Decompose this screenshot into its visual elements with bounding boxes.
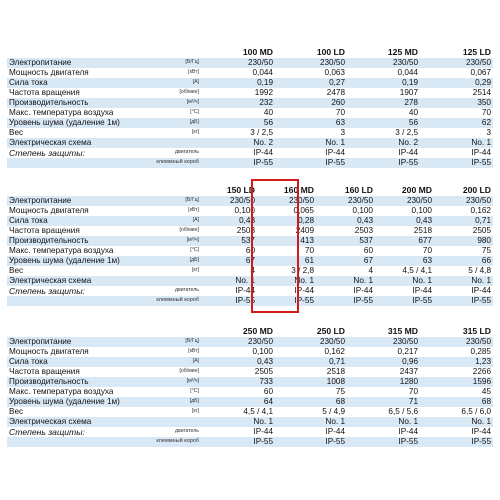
cell-value: 3 / 2,5 xyxy=(395,128,418,137)
table-row xyxy=(7,226,493,236)
row-unit: [об/мин] xyxy=(179,89,199,96)
cell-value: 260 xyxy=(275,98,347,108)
row-unit: [кВт] xyxy=(188,69,199,76)
cell-value: IP-55 xyxy=(203,158,275,168)
row-label: Вес xyxy=(9,266,24,275)
cell-value: 2518 xyxy=(326,367,345,376)
cell-value: 0,044 xyxy=(397,68,418,77)
table-row xyxy=(7,337,493,347)
cell-value: 64 xyxy=(203,397,275,407)
row-label: Степень защиты: xyxy=(9,148,85,158)
row-label: Частота вращения xyxy=(9,226,80,235)
cell-value: 45 xyxy=(481,387,491,396)
cell-value: 677 xyxy=(375,236,434,246)
cell-value: 67 xyxy=(316,256,375,266)
cell-value: 5 / 4,9 xyxy=(322,407,345,416)
cell-value: 3 / 2,5 xyxy=(250,128,273,137)
row-label: Электропитание xyxy=(7,196,147,206)
cell-value: 3 xyxy=(340,128,345,137)
row-label: Электропитание xyxy=(7,58,147,68)
cell-value: 230/50 xyxy=(275,337,347,347)
cell-value: 40 xyxy=(263,108,273,117)
cell-value: 0,217 xyxy=(397,347,418,356)
table-row xyxy=(7,296,493,306)
cell-value: 0,27 xyxy=(275,78,347,88)
cell-value: 61 xyxy=(257,256,316,266)
cell-value: IP-44 xyxy=(471,286,491,295)
cell-value: 5 / 4,8 xyxy=(468,266,491,275)
cell-value: 0,067 xyxy=(470,68,491,77)
row-label: Производительность xyxy=(7,377,147,387)
cell-value: 230/50 xyxy=(203,337,275,347)
cell-value: 2503 xyxy=(354,226,373,235)
row-unit: [дБ] xyxy=(147,256,203,266)
row-label: Макс. температура воздуха xyxy=(9,387,114,396)
cell-value: 0,19 xyxy=(203,78,275,88)
cell-value: IP-44 xyxy=(398,427,418,436)
table-row xyxy=(7,118,493,128)
cell-value: IP-44 xyxy=(253,427,273,436)
table-row xyxy=(7,128,493,138)
table-row xyxy=(7,357,493,367)
row-label: Сила тока xyxy=(7,216,147,226)
row-unit: [об/мин] xyxy=(179,227,199,234)
cell-value: No. 1 xyxy=(257,276,316,286)
table-header-row xyxy=(7,325,493,337)
cell-value: 2503 xyxy=(236,226,255,235)
cell-value: 2437 xyxy=(399,367,418,376)
table-row xyxy=(7,98,493,108)
cell-value: 68 xyxy=(420,397,493,407)
table-row xyxy=(7,138,493,148)
row-label: Частота вращения xyxy=(9,88,80,97)
cell-value: 537 xyxy=(203,236,257,246)
table-row xyxy=(7,266,493,276)
cell-value: IP-55 xyxy=(275,158,347,168)
cell-value: 0,96 xyxy=(347,357,420,367)
row-unit: клеммный короб xyxy=(147,437,203,447)
cell-value: 4,5 / 4,1 xyxy=(402,266,432,275)
cell-value: No. 1 xyxy=(203,417,275,427)
row-unit: [м³/ч] xyxy=(147,377,203,387)
cell-value: No. 1 xyxy=(420,138,493,148)
cell-value: 2518 xyxy=(413,226,432,235)
row-label: Мощность двигателя xyxy=(9,68,89,77)
cell-value: IP-44 xyxy=(471,148,491,157)
row-label: Мощность двигателя xyxy=(9,206,89,215)
cell-value: 60 xyxy=(363,246,373,255)
row-unit: [A] xyxy=(147,357,203,367)
row-label: Макс. температура воздуха xyxy=(9,108,114,117)
row-unit: [°C] xyxy=(190,109,199,116)
row-unit: [°C] xyxy=(190,388,199,395)
cell-value: 230/50 xyxy=(275,58,347,68)
cell-value: IP-55 xyxy=(203,437,275,447)
column-header: 200 MD xyxy=(401,184,432,195)
cell-value: 0,285 xyxy=(470,347,491,356)
cell-value: No. 1 xyxy=(275,138,347,148)
cell-value: 68 xyxy=(275,397,347,407)
table-row xyxy=(7,387,493,397)
cell-value: 70 xyxy=(304,246,314,255)
row-unit: клеммный короб xyxy=(147,158,203,168)
cell-value: 2409 xyxy=(295,226,314,235)
row-label: Степень защиты: xyxy=(9,286,85,296)
cell-value: 230/50 xyxy=(203,58,275,68)
column-header: 100 LD xyxy=(316,46,345,57)
row-unit: [м³/ч] xyxy=(147,98,203,108)
cell-value: 2266 xyxy=(472,367,491,376)
cell-value: IP-55 xyxy=(347,437,420,447)
cell-value: 40 xyxy=(408,108,418,117)
cell-value: 75 xyxy=(481,246,491,255)
table-row xyxy=(7,158,493,168)
row-label: Мощность двигателя xyxy=(9,347,89,356)
table-row xyxy=(7,367,493,377)
cell-value: 0,43 xyxy=(375,216,434,226)
cell-value: 0,100 xyxy=(411,206,432,215)
row-unit: [кг] xyxy=(191,408,199,415)
cell-value: 230/50 xyxy=(434,196,493,206)
cell-value: IP-44 xyxy=(398,148,418,157)
cell-value: No. 1 xyxy=(203,276,257,286)
cell-value: 6,5 / 6,0 xyxy=(461,407,491,416)
row-label: Частота вращения xyxy=(9,367,80,376)
spec-table-3 xyxy=(7,325,493,447)
table-row xyxy=(7,68,493,78)
table-row xyxy=(7,417,493,427)
cell-value: 1008 xyxy=(275,377,347,387)
table-row xyxy=(7,108,493,118)
table-row xyxy=(7,276,493,286)
cell-value: 0,28 xyxy=(257,216,316,226)
cell-value: 62 xyxy=(420,118,493,128)
row-label: Вес xyxy=(9,128,24,137)
row-unit: [кг] xyxy=(191,129,199,136)
row-unit: [кВт] xyxy=(188,207,199,214)
cell-value: 2514 xyxy=(472,88,491,97)
table-row xyxy=(7,148,493,158)
table-row xyxy=(7,347,493,357)
cell-value: IP-55 xyxy=(203,296,257,306)
column-header: 125 LD xyxy=(462,46,491,57)
cell-value: 66 xyxy=(434,256,493,266)
row-unit: [В/Гц] xyxy=(147,58,203,68)
cell-value: 70 xyxy=(335,108,345,117)
cell-value: IP-55 xyxy=(375,296,434,306)
row-unit xyxy=(147,276,203,286)
cell-value: 75 xyxy=(335,387,345,396)
cell-value: No. 2 xyxy=(347,138,420,148)
row-unit: [A] xyxy=(147,216,203,226)
column-header: 315 MD xyxy=(387,325,418,336)
cell-value: 278 xyxy=(347,98,420,108)
cell-value: 230/50 xyxy=(420,337,493,347)
cell-value: 980 xyxy=(434,236,493,246)
cell-value: 4 xyxy=(250,266,255,275)
cell-value: 230/50 xyxy=(347,58,420,68)
cell-value: IP-55 xyxy=(434,296,493,306)
cell-value: 0,71 xyxy=(434,216,493,226)
cell-value: No. 1 xyxy=(275,417,347,427)
cell-value: 1596 xyxy=(420,377,493,387)
cell-value: 350 xyxy=(420,98,493,108)
cell-value: 4,5 / 4,1 xyxy=(243,407,273,416)
row-unit: [В/Гц] xyxy=(147,196,203,206)
table-row xyxy=(7,377,493,387)
cell-value: 1907 xyxy=(399,88,418,97)
cell-value: 0,162 xyxy=(470,206,491,215)
cell-value: 733 xyxy=(203,377,275,387)
column-header: 315 LD xyxy=(462,325,491,336)
cell-value: No. 1 xyxy=(347,417,420,427)
column-header: 100 MD xyxy=(242,46,273,57)
table-row xyxy=(7,236,493,246)
cell-value: IP-44 xyxy=(253,148,273,157)
row-unit: двигатель xyxy=(175,287,199,294)
cell-value: 4 xyxy=(368,266,373,275)
cell-value: IP-44 xyxy=(294,286,314,295)
table-header-row xyxy=(7,184,493,196)
cell-value: IP-44 xyxy=(353,286,373,295)
row-unit: двигатель xyxy=(175,428,199,435)
cell-value: 63 xyxy=(275,118,347,128)
row-label: Электрическая схема xyxy=(7,138,147,148)
table-row xyxy=(7,206,493,216)
cell-value: 0,065 xyxy=(293,206,314,215)
cell-value: 0,29 xyxy=(420,78,493,88)
cell-value: 56 xyxy=(203,118,275,128)
cell-value: IP-55 xyxy=(316,296,375,306)
cell-value: No. 1 xyxy=(420,417,493,427)
table-row xyxy=(7,58,493,68)
row-unit: [В/Гц] xyxy=(147,337,203,347)
column-header: 150 LD xyxy=(226,184,255,195)
cell-value: IP-55 xyxy=(420,437,493,447)
row-label: Сила тока xyxy=(7,357,147,367)
cell-value: No. 1 xyxy=(316,276,375,286)
cell-value: IP-55 xyxy=(257,296,316,306)
cell-value: 2505 xyxy=(254,367,273,376)
table-row xyxy=(7,196,493,206)
cell-value: 67 xyxy=(203,256,257,266)
column-header: 250 MD xyxy=(242,325,273,336)
cell-value: 230/50 xyxy=(375,196,434,206)
cell-value: 70 xyxy=(422,246,432,255)
row-label: Уровень шума (удаление 1м) xyxy=(7,118,147,128)
table-row xyxy=(7,427,493,437)
cell-value: 2478 xyxy=(326,88,345,97)
cell-value: 0,063 xyxy=(324,68,345,77)
cell-value: 0,044 xyxy=(252,68,273,77)
row-unit: [об/мин] xyxy=(179,368,199,375)
cell-value: No. 2 xyxy=(203,138,275,148)
cell-value: No. 1 xyxy=(434,276,493,286)
cell-value: 60 xyxy=(263,387,273,396)
column-header: 200 LD xyxy=(462,184,491,195)
row-unit: [°C] xyxy=(190,247,199,254)
cell-value: 71 xyxy=(347,397,420,407)
cell-value: No. 1 xyxy=(375,276,434,286)
cell-value: IP-44 xyxy=(471,427,491,436)
table-row xyxy=(7,216,493,226)
cell-value: 0,43 xyxy=(203,357,275,367)
row-label: Вес xyxy=(9,407,24,416)
row-unit xyxy=(147,417,203,427)
column-header: 160 LD xyxy=(344,184,373,195)
row-unit: двигатель xyxy=(175,149,199,156)
table-row xyxy=(7,397,493,407)
cell-value: 0,19 xyxy=(347,78,420,88)
column-header: 160 MD xyxy=(283,184,314,195)
row-label: Электропитание xyxy=(7,337,147,347)
cell-value: 413 xyxy=(257,236,316,246)
cell-value: IP-55 xyxy=(275,437,347,447)
row-unit: [дБ] xyxy=(147,397,203,407)
row-unit: клеммный короб xyxy=(147,296,203,306)
table-row xyxy=(7,246,493,256)
row-label: Электрическая схема xyxy=(7,417,147,427)
spec-table-1 xyxy=(7,46,493,168)
cell-value: 3 xyxy=(486,128,491,137)
cell-value: IP-44 xyxy=(235,286,255,295)
cell-value: 2505 xyxy=(472,226,491,235)
row-label xyxy=(7,437,147,447)
cell-value: 537 xyxy=(316,236,375,246)
row-label: Сила тока xyxy=(7,78,147,88)
row-label xyxy=(7,296,147,306)
cell-value: 60 xyxy=(245,246,255,255)
cell-value: 1280 xyxy=(347,377,420,387)
row-unit: [м³/ч] xyxy=(147,236,203,246)
cell-value: 63 xyxy=(375,256,434,266)
cell-value: 0,162 xyxy=(324,347,345,356)
row-label: Степень защиты: xyxy=(9,427,85,437)
row-unit: [кВт] xyxy=(188,348,199,355)
table-row xyxy=(7,437,493,447)
row-label: Производительность xyxy=(7,236,147,246)
cell-value: 0,100 xyxy=(234,206,255,215)
cell-value: 3 / 2,8 xyxy=(291,266,314,275)
cell-value: 0,43 xyxy=(316,216,375,226)
cell-value: IP-44 xyxy=(325,427,345,436)
table-row xyxy=(7,256,493,266)
cell-value: 232 xyxy=(203,98,275,108)
row-unit: [дБ] xyxy=(147,118,203,128)
cell-value: 1,23 xyxy=(420,357,493,367)
cell-value: IP-44 xyxy=(412,286,432,295)
table-header-row xyxy=(7,46,493,58)
cell-value: 230/50 xyxy=(203,196,257,206)
cell-value: 1992 xyxy=(254,88,273,97)
cell-value: 0,100 xyxy=(252,347,273,356)
table-row xyxy=(7,78,493,88)
cell-value: 70 xyxy=(408,387,418,396)
cell-value: 56 xyxy=(347,118,420,128)
row-label: Макс. температура воздуха xyxy=(9,246,114,255)
cell-value: IP-55 xyxy=(420,158,493,168)
row-label xyxy=(7,158,147,168)
row-label: Уровень шума (удаление 1м) xyxy=(7,397,147,407)
cell-value: IP-44 xyxy=(325,148,345,157)
row-unit: [кг] xyxy=(191,267,199,274)
table-row xyxy=(7,88,493,98)
cell-value: 230/50 xyxy=(347,337,420,347)
cell-value: 70 xyxy=(481,108,491,117)
row-label: Уровень шума (удаление 1м) xyxy=(7,256,147,266)
cell-value: 6,5 / 5,6 xyxy=(388,407,418,416)
cell-value: 230/50 xyxy=(316,196,375,206)
row-label: Производительность xyxy=(7,98,147,108)
column-header: 125 MD xyxy=(387,46,418,57)
row-label: Электрическая схема xyxy=(7,276,147,286)
table-row xyxy=(7,286,493,296)
cell-value: IP-55 xyxy=(347,158,420,168)
spec-table-2 xyxy=(7,184,493,306)
row-unit: [A] xyxy=(147,78,203,88)
cell-value: 0,43 xyxy=(203,216,257,226)
row-unit xyxy=(147,138,203,148)
cell-value: 0,100 xyxy=(352,206,373,215)
table-row xyxy=(7,407,493,417)
cell-value: 230/50 xyxy=(420,58,493,68)
cell-value: 230/50 xyxy=(257,196,316,206)
column-header: 250 LD xyxy=(316,325,345,336)
cell-value: 0,71 xyxy=(275,357,347,367)
